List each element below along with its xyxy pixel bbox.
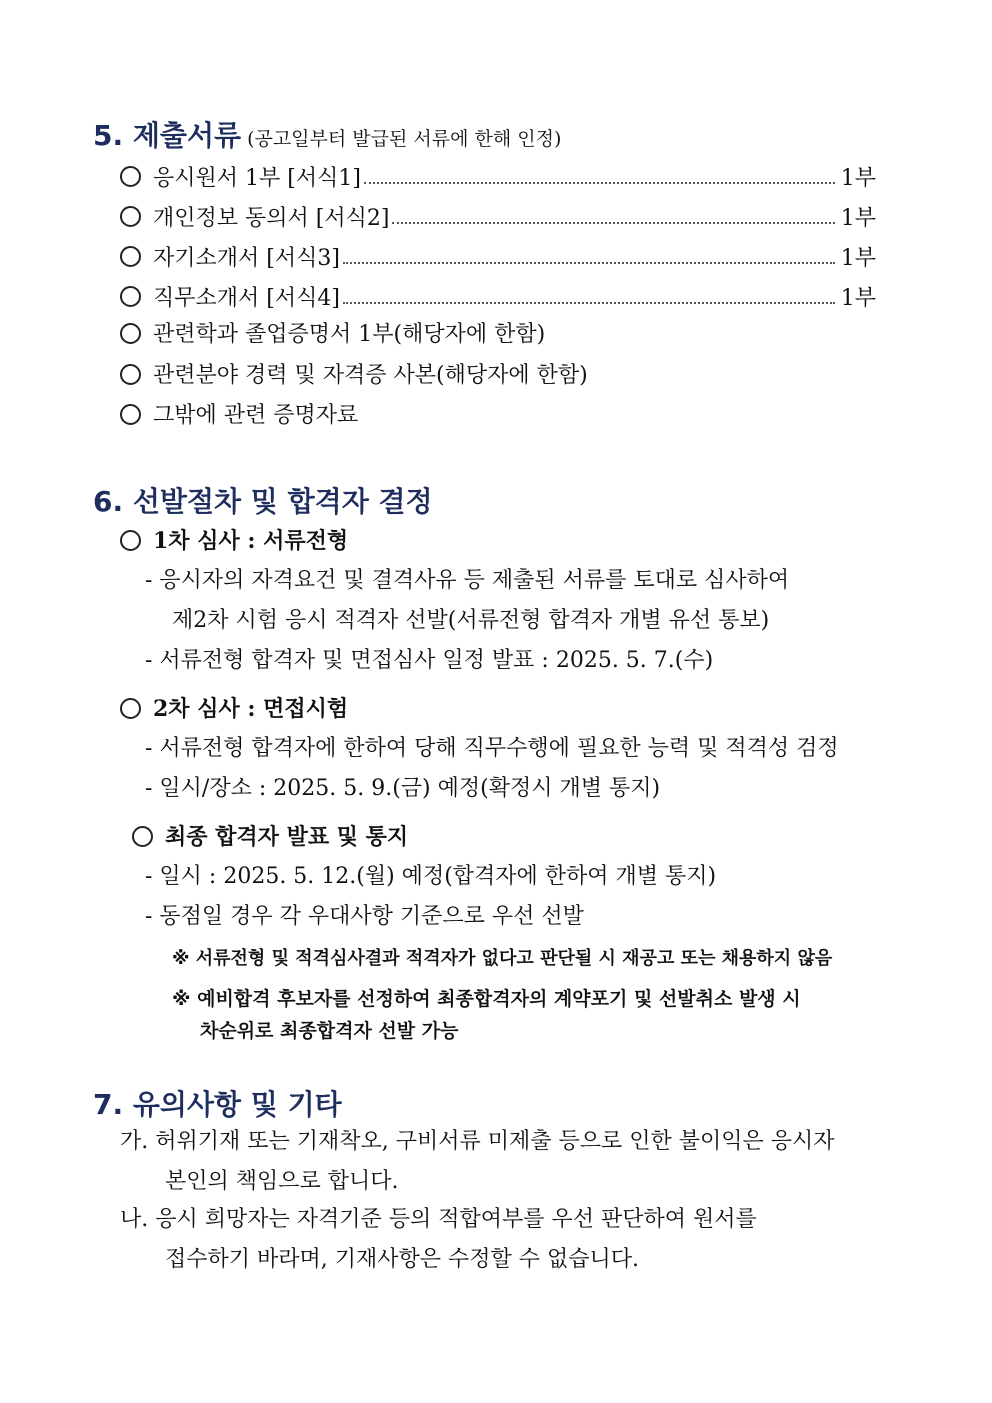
circle-bullet-icon [120,246,141,267]
list-item [120,361,588,391]
list-item-text: 그밖에 관련 증명자료 [153,403,359,428]
list-item [120,320,545,350]
doc-qty: 1부 [840,245,876,271]
doc-row [120,201,876,231]
circle-bullet-icon [120,364,141,385]
doc-row [120,161,876,191]
doc-row [120,241,876,271]
leader-dots [364,168,835,184]
doc-qty: 1부 [840,205,876,231]
doc-row [120,281,876,311]
circle-bullet-icon [120,698,141,719]
stage-1-heading-text: 1차 심사 : 서류전형 [153,528,349,554]
leader-dots [392,208,834,224]
section-7-title: 7. 유의사항 및 기타 [93,1088,342,1121]
doc-label: 개인정보 동의서 [서식2] [153,205,390,231]
note-line: ※ 예비합격 후보자를 선정하여 최종합격자의 계약포기 및 선발취소 발생 시 [172,988,801,1010]
notice-line: 본인의 책임으로 합니다. [165,1169,399,1194]
doc-qty: 1부 [840,285,876,311]
doc-label: 자기소개서 [서식3] [153,245,340,271]
list-item-text: 관련분야 경력 및 자격증 사본(해당자에 한함) [153,363,588,388]
stage-1-line: - 서류전형 합격자 및 면접심사 일정 발표 : 2025. 5. 7.(수) [145,648,714,673]
stage-1-line: 제2차 시험 응시 적격자 선발(서류전형 합격자 개별 유선 통보) [172,608,770,633]
notice-line: 나. 응시 희망자는 자격기준 등의 적합여부를 우선 판단하여 원서를 [120,1207,757,1232]
final-heading-text: 최종 합격자 발표 및 통지 [165,824,409,850]
stage-1-heading [120,526,348,556]
stage-2-heading-text: 2차 심사 : 면접시험 [153,696,349,722]
section-6-title: 6. 선발절차 및 합격자 결정 [93,485,433,518]
circle-bullet-icon [120,206,141,227]
doc-label: 직무소개서 [서식4] [153,285,340,311]
list-item-text: 관련학과 졸업증명서 1부(해당자에 한함) [153,322,546,347]
circle-bullet-icon [120,530,141,551]
final-heading [132,822,408,852]
list-item [120,401,358,431]
notice-line: 접수하기 바라며, 기재사항은 수정할 수 없습니다. [165,1247,639,1272]
circle-bullet-icon [120,323,141,344]
circle-bullet-icon [120,404,141,425]
leader-dots [343,288,835,304]
section-5-title: 5. 제출서류 [93,119,242,152]
final-line: - 일시 : 2025. 5. 12.(월) 예정(합격자에 한하여 개별 통지) [145,864,717,889]
circle-bullet-icon [120,286,141,307]
stage-2-line: - 서류전형 합격자에 한하여 당해 직무수행에 필요한 능력 및 적격성 검정 [145,736,839,761]
notice-line: 가. 허위기재 또는 기재착오, 구비서류 미제출 등으로 인한 불이익은 응시자 [120,1129,835,1154]
doc-label: 응시원서 1부 [서식1] [153,165,361,191]
final-line: - 동점일 경우 각 우대사항 기준으로 우선 선발 [145,904,584,929]
section-5-subtitle: (공고일부터 발급된 서류에 한해 인정) [247,128,562,150]
stage-1-line: - 응시자의 자격요건 및 결격사유 등 제출된 서류를 토대로 심사하여 [145,568,790,593]
note-line: ※ 서류전형 및 적격심사결과 적격자가 없다고 판단될 시 재공고 또는 채용하지 않음 [172,948,833,969]
doc-qty: 1부 [840,165,876,191]
section-5-heading [93,114,561,154]
circle-bullet-icon [132,826,153,847]
stage-2-line: - 일시/장소 : 2025. 5. 9.(금) 예정(확정시 개별 통지) [145,776,661,801]
leader-dots [343,248,835,264]
note-line: 차순위로 최종합격자 선발 가능 [200,1020,459,1042]
circle-bullet-icon [120,166,141,187]
stage-2-heading [120,694,348,724]
